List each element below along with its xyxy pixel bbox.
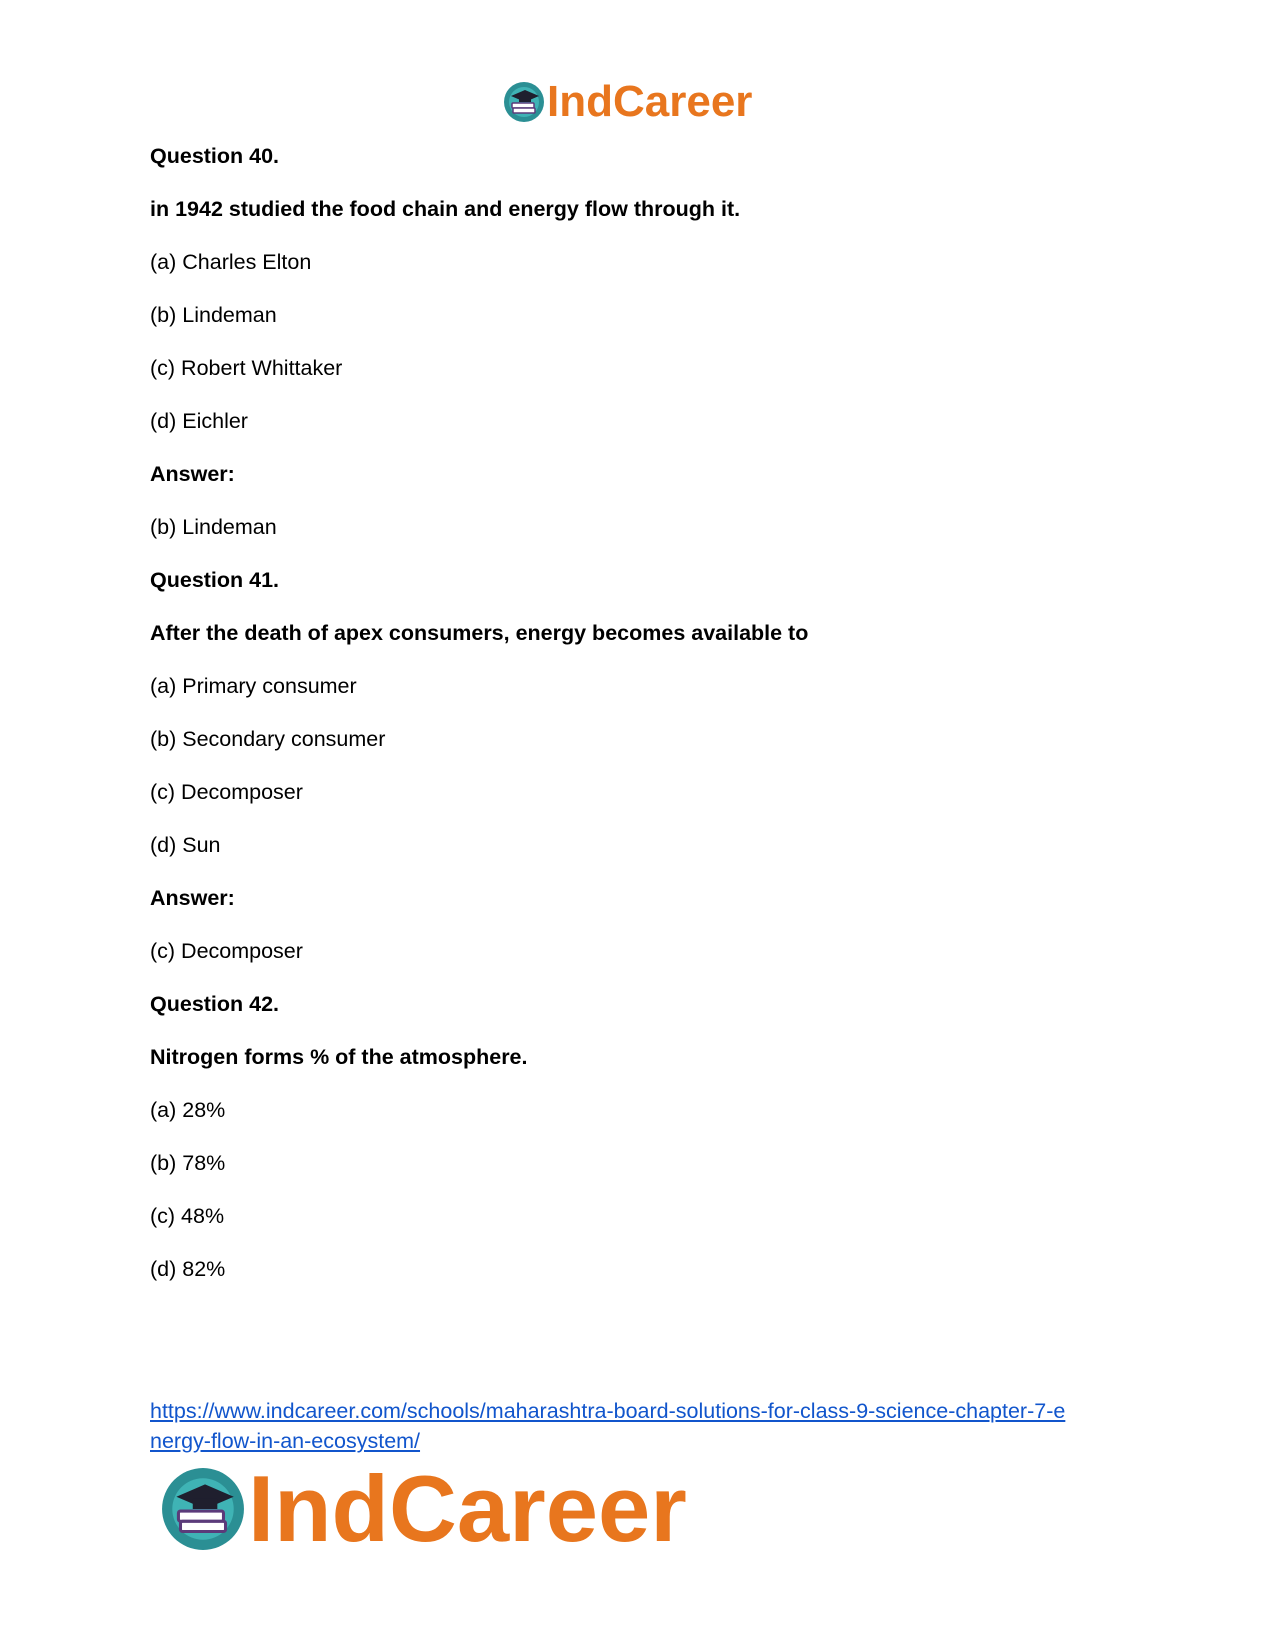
logo-text: IndCareer bbox=[547, 77, 753, 126]
logo-text: IndCareer bbox=[248, 1456, 687, 1561]
graduation-book-icon bbox=[503, 81, 545, 123]
header-logo bbox=[503, 77, 753, 126]
question-label: Question 41. bbox=[150, 568, 280, 592]
option: (b) 78% bbox=[150, 1151, 226, 1175]
question-prompt: Nitrogen forms % of the atmosphere. bbox=[150, 1045, 528, 1069]
answer-label: Answer: bbox=[150, 462, 235, 486]
option: (b) Secondary consumer bbox=[150, 727, 386, 751]
question-prompt: in 1942 studied the food chain and energy flow through it. bbox=[150, 197, 741, 221]
answer-label: Answer: bbox=[150, 886, 235, 910]
option: (c) 48% bbox=[150, 1204, 225, 1228]
footer-logo bbox=[160, 1456, 687, 1561]
question-label: Question 42. bbox=[150, 992, 280, 1016]
option: (c) Robert Whittaker bbox=[150, 356, 343, 380]
question-label: Question 40. bbox=[150, 144, 280, 168]
option: (d) 82% bbox=[150, 1257, 226, 1281]
option: (d) Eichler bbox=[150, 409, 248, 433]
option: (b) Lindeman bbox=[150, 303, 277, 327]
source-link-line2: nergy-flow-in-an-ecosystem/ bbox=[150, 1429, 421, 1453]
option: (a) Primary consumer bbox=[150, 674, 357, 698]
option: (c) Decomposer bbox=[150, 780, 303, 804]
option: (d) Sun bbox=[150, 833, 221, 857]
graduation-book-icon bbox=[160, 1466, 246, 1552]
source-link-line1: https://www.indcareer.com/schools/maharashtra-board-solutions-for-class-9-science-chapter-7-e bbox=[150, 1399, 1066, 1423]
option: (a) Charles Elton bbox=[150, 250, 312, 274]
source-link[interactable] bbox=[150, 1396, 1130, 1456]
answer-text: (b) Lindeman bbox=[150, 515, 277, 539]
answer-text: (c) Decomposer bbox=[150, 939, 303, 963]
question-prompt: After the death of apex consumers, energy becomes available to bbox=[150, 621, 809, 645]
option: (a) 28% bbox=[150, 1098, 226, 1122]
